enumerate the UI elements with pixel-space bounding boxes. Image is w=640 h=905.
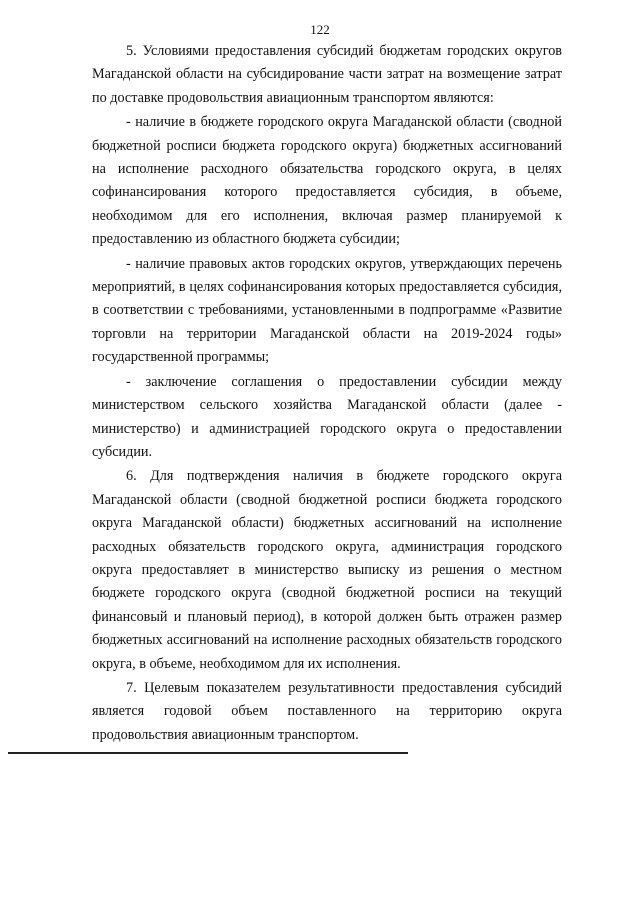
paragraph-6-confirmation: 6. Для подтверждения наличия в бюджете городского округа Магаданской области (сводной бюджетной росписи бюджета городского округа Магаданской области) бюджетных ассигнований на исполнение расходных обязательств городского округа, администрация городского округа предоставляет в министерство выписку из решения о местном бюджете городского округа (сводной бюджетной росписи на текущий финансовый и плановый период), в которой должен быть отражен размер бюджетных ассигнований на исполнение расходных обязательств городского округа, в объеме, необходимом для их исполнения. — [92, 468, 562, 672]
paragraph-5-conditions: 5. Условиями предоставления субсидий бюджетам городских округов Магаданской области на субсидирование части затрат на возмещение затрат по доставке продовольствия авиационным транспортом являются: — [92, 43, 562, 106]
paragraph-condition-legal-acts: - наличие правовых актов городских округов, утверждающих перечень мероприятий, в целях софинансирования которых предоставляется субсидия, в соответствии с требованиями, установленными в подпрограмме «Развитие торговли на территории Магаданской области на 2019-2024 годы» государственной программы; — [92, 255, 562, 366]
end-rule-divider — [8, 752, 408, 754]
page-number: 122 — [310, 22, 330, 37]
paragraph-7-target-indicator: 7. Целевым показателем результативности предоставления субсидий является годовой объем поставленного на территорию округа продовольствия авиационным транспортом. — [92, 679, 562, 743]
document-body — [92, 40, 562, 747]
paragraph-condition-budget: - наличие в бюджете городского округа Магаданской области (сводной бюджетной росписи бюджета городского округа) бюджетных ассигнований на исполнение расходного обязательства городского округа, в целях софинансирования которого предоставляется субсидия, в объеме, необходимом для его исполнения, включая размер планируемой к предоставлению из областного бюджета субсидии; — [92, 114, 562, 248]
paragraph-condition-agreement: - заключение соглашения о предоставлении субсидии между министерством сельского хозяйства Магаданской области (далее - министерство) и администрацией городского округа о предоставлении субсидии. — [92, 373, 562, 460]
